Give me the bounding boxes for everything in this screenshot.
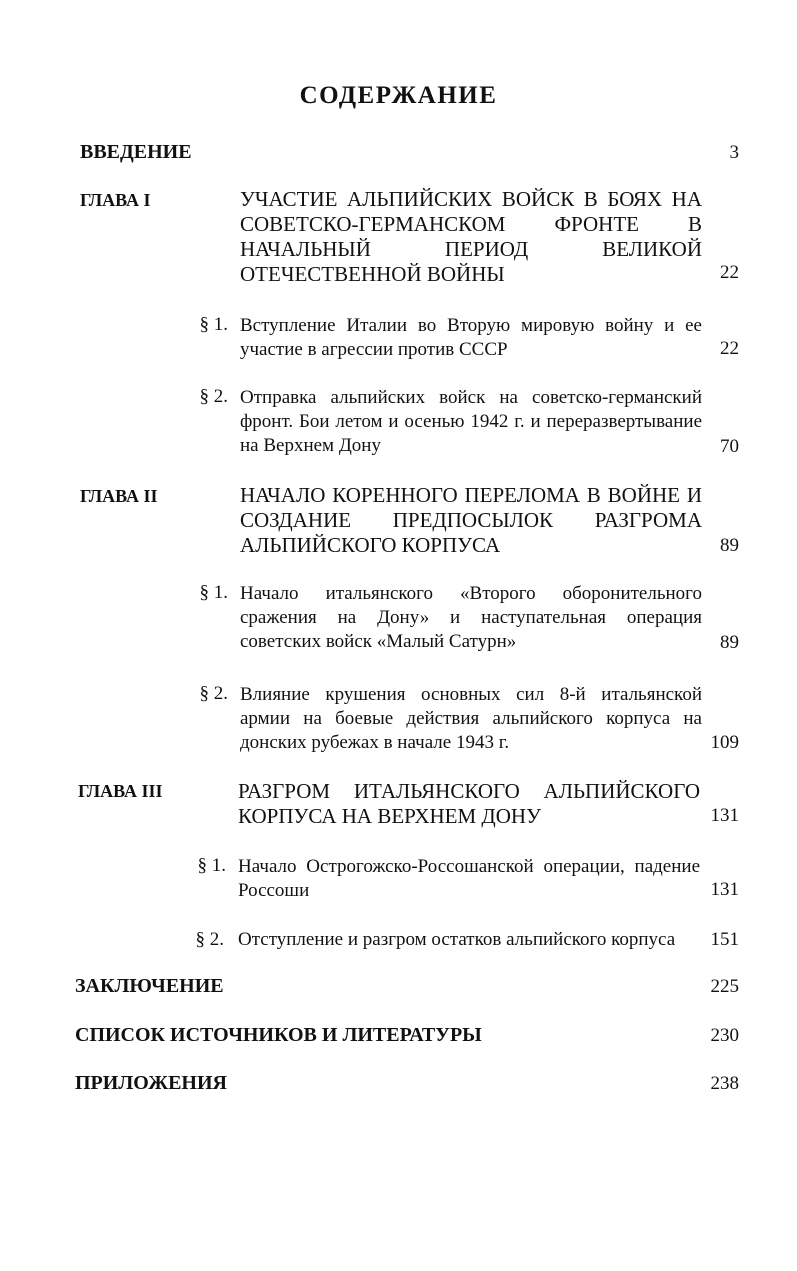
page-title: СОДЕРЖАНИЕ (299, 82, 498, 109)
toc-ch3-sec2-page: 151 (710, 929, 739, 950)
toc-ch3-sec1-num: § 1. (197, 855, 226, 876)
toc-ch2-sec2-text: Влияние крушения основных сил 8-й итальянской армии на боевые действия альпийского корпуса на донских рубежах в начале 1943 г. (240, 684, 702, 753)
toc-ch1-sec2-text: Отправка альпийских войск на советско-германский фронт. Бои летом и осенью 1942 г. и переразвертывание на Верхнем Дону (240, 387, 702, 456)
toc-appendices-label: ПРИЛОЖЕНИЯ (75, 1072, 227, 1094)
toc-chapter1-label: ГЛАВА I (80, 190, 151, 210)
toc-chapter2-page: 89 (720, 535, 739, 556)
toc-chapter2-title: НАЧАЛО КОРЕННОГО ПЕРЕЛОМА В ВОЙНЕ И СОЗДАНИЕ ПРЕДПОСЫЛОК РАЗГРОМА АЛЬПИЙСКОГО КОРПУСА (240, 483, 702, 557)
toc-chapter3-title: РАЗГРОМ ИТАЛЬЯНСКОГО АЛЬПИЙСКОГО КОРПУСА НА ВЕРХНЕМ ДОНУ (238, 779, 700, 828)
toc-conclusion-label: ЗАКЛЮЧЕНИЕ (75, 975, 224, 997)
toc-ch1-sec2-num: § 2. (199, 386, 228, 407)
toc-ch3-sec2-text: Отступление и разгром остатков альпийского корпуса (238, 929, 676, 950)
toc-intro-page: 3 (729, 142, 739, 163)
toc-ch1-sec2-page: 70 (720, 436, 739, 457)
toc-conclusion-page: 225 (710, 976, 739, 997)
toc-chapter1-page: 22 (720, 262, 739, 283)
toc-ch2-sec2-page: 109 (710, 732, 739, 753)
toc-chapter1-title: УЧАСТИЕ АЛЬПИЙСКИХ ВОЙСК В БОЯХ НА СОВЕТСКО-ГЕРМАНСКОМ ФРОНТЕ В НАЧАЛЬНЫЙ ПЕРИОД ВЕЛИКОЙ ОТЕЧЕСТВЕННОЙ ВОЙНЫ (240, 187, 702, 286)
toc-ch1-sec1-page: 22 (720, 338, 739, 359)
toc-ch3-sec1-text: Начало Острогожско-Россошанской операции, падение Россоши (238, 856, 700, 901)
toc-chapter3-label: ГЛАВА III (78, 781, 163, 801)
toc-ch2-sec1-num: § 1. (199, 582, 228, 603)
toc-intro-label: ВВЕДЕНИЕ (80, 141, 192, 163)
toc-ch2-sec1-text: Начало итальянского «Второго оборонительного сражения на Дону» и наступательная операция советских войск «Малый Сатурн» (240, 583, 702, 652)
toc-sources-page: 230 (710, 1025, 739, 1046)
toc-sources-label: СПИСОК ИСТОЧНИКОВ И ЛИТЕРАТУРЫ (75, 1024, 482, 1046)
toc-chapter2-label: ГЛАВА II (80, 486, 158, 506)
toc-ch2-sec2-num: § 2. (199, 683, 228, 704)
toc-ch1-sec1-num: § 1. (199, 314, 228, 335)
toc-ch3-sec2-num: § 2. (195, 929, 224, 950)
toc-ch3-sec1-page: 131 (710, 879, 739, 900)
toc-appendices-page: 238 (710, 1073, 739, 1094)
toc-ch1-sec1-text: Вступление Италии во Вторую мировую войну и ее участие в агрессии против СССР (240, 315, 702, 360)
toc-ch2-sec1-page: 89 (720, 632, 739, 653)
toc-chapter3-page: 131 (710, 805, 739, 826)
